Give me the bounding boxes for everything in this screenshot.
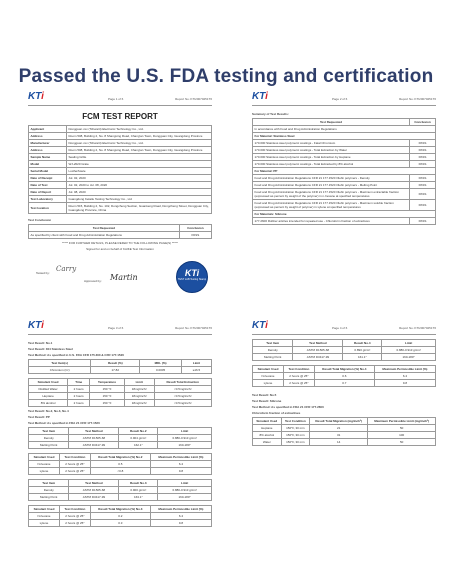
info-value: Jul. 08, 2020: [67, 189, 212, 196]
info-key: Serial Model: [29, 168, 67, 175]
info-value: Lucifer/lotele: [67, 168, 212, 175]
table-row: [253, 373, 436, 380]
table-row: [29, 487, 212, 494]
summary-section-title: For Materials: Silicone: [253, 211, 436, 218]
conclusion-title: Test Conclusion: [28, 218, 52, 222]
table-cell: N-hexane: [253, 373, 284, 380]
table-cell: 21: [310, 425, 368, 432]
result-line: Test Method: As specified in FDA 21 CFR 177.2600: [252, 405, 324, 409]
info-key: Test location: [29, 203, 67, 214]
table-cell: ASTM D3417-99: [293, 354, 343, 361]
table-header: Result Total Migration (%) No.3: [90, 506, 150, 513]
table-header: Simulant Used: [29, 379, 68, 386]
summary-intro: In accordance with Food and Drug Administration Regulations: [253, 126, 436, 133]
table-row: [253, 380, 436, 387]
table-header: Result (%): [91, 360, 140, 367]
table-header: Limit: [158, 480, 212, 487]
summary-test: 170.000 Stainless steel polymeric coatings - Total Extraction by Heptane: [253, 154, 410, 161]
table-header: Test Method: [69, 480, 119, 487]
table-cell: xylene: [29, 520, 60, 527]
table-header: Limit: [181, 360, 211, 367]
table-cell: ASTM D3417-99: [69, 494, 119, 501]
table-cell: 31: [310, 432, 368, 439]
approved-by-label: Approved by:: [84, 279, 102, 283]
tested-by-signature: Carry: [56, 265, 77, 273]
table-header: Test Item: [29, 480, 69, 487]
table-cell: 161.1°: [343, 354, 382, 361]
report-number: Report No.:KTI20070251T6: [399, 97, 436, 101]
table-cell: <0.5mg/inch²: [154, 386, 212, 393]
info-value: Jul. 02, 2020 to Jul. 08, 2020: [67, 182, 212, 189]
tested-by-label: Tested by:: [36, 271, 50, 275]
table-row: [253, 432, 436, 439]
info-key: Address: [29, 133, 67, 140]
table-cell: 100: [368, 432, 436, 439]
info-row: [29, 154, 212, 161]
table-cell: 2 hours @ 25°: [59, 468, 90, 475]
summary-row: [253, 218, 436, 225]
info-row: [29, 161, 212, 168]
kti-logo: KTi: [252, 91, 268, 102]
table-cell: <0.8: [90, 468, 150, 475]
table-cell: 150 °F: [90, 393, 125, 400]
summary-result: PASS: [410, 182, 436, 189]
table-cell: 2 hours @ 25°: [283, 380, 314, 387]
table-row: [29, 435, 212, 442]
table-cell: 9.8: [150, 520, 211, 527]
table-header: Result No.2: [119, 428, 158, 435]
page-header: [252, 320, 436, 335]
further-details-note: ***** FOR FURTHER DETAILS, PLEASE REFER TO THE FOLLOWING PAGE(S) *****: [62, 241, 178, 245]
summary-row: [253, 147, 436, 154]
table-cell: 0.880-0.913 g/cm³: [158, 487, 212, 494]
table-header: Temperature: [90, 379, 125, 386]
summary-result: PASS: [410, 218, 436, 225]
pp-migration-table-no3: [28, 505, 212, 527]
info-value: Dongguan xxx (Tchwarti) Electronic Technology Co., Ltd.: [67, 126, 212, 133]
report-page-1: [22, 91, 218, 315]
conclusion-table: [28, 224, 212, 239]
table-header: Test Condition: [281, 418, 310, 425]
table-row: [29, 520, 212, 527]
table-cell: Melting Point: [29, 442, 69, 449]
table-row: [29, 461, 212, 468]
info-row: [29, 133, 212, 140]
info-key: Test Laboratory: [29, 196, 67, 203]
summary-result: PASS: [410, 175, 436, 182]
table-row: [29, 386, 212, 393]
signed-note: Signed for and on behalf of KAIKE Test Information: [86, 247, 154, 251]
table-cell: 18mg/inch²: [124, 400, 154, 407]
info-row: [29, 182, 212, 189]
table-row: [29, 494, 212, 501]
table-cell: xylene: [29, 468, 60, 475]
table-cell: Chromium (Cr): [29, 367, 91, 374]
table-header: Test Condition: [283, 366, 314, 373]
report-info-table: [28, 125, 212, 214]
result-line: Test Method: As specified in U.S. FDA CFR 175.300 & CFR 177.1520: [28, 353, 124, 357]
result-line: Test Result: No.5: [252, 393, 277, 397]
table-header: Simulant Used: [253, 418, 282, 425]
summary-table: [252, 118, 436, 225]
summary-section-title: For Material: PP: [253, 168, 436, 175]
summary-result: PASS: [410, 147, 436, 154]
info-row: [29, 168, 212, 175]
result-line: Test Result: 304 Stainless Steel: [28, 347, 73, 351]
table-cell: Heptane: [29, 393, 68, 400]
table-cell: N-hexane: [29, 513, 60, 520]
conclusion-test: As specified by client with Food and Drug Administration Regulations: [29, 232, 180, 239]
info-row: [29, 140, 212, 147]
table-cell: 0.3: [90, 520, 150, 527]
table-cell: <0.5mg/inch²: [154, 393, 212, 400]
table-cell: 8% alcohol: [29, 400, 68, 407]
report-number: Report No.:KTI20070251T6: [399, 326, 436, 330]
table-cell: 6.4: [374, 373, 435, 380]
table-cell: 50: [368, 425, 436, 432]
page-header: [28, 320, 212, 335]
table-cell: 150 °F: [90, 386, 125, 393]
info-value: Room 508, Building 2, No. 8 Shangxing Road, Chang'an Town, Dongguan City, Guangdong Province: [67, 133, 212, 140]
info-value: Room 515, Building 2, No. 102, Dongcheng Section, Guankeng Road, Dongcheng Street, Dongguan City, Guangdong Province, China: [67, 203, 212, 214]
summary-section-title: For Material: Stainless Steel: [253, 133, 436, 140]
table-header: Limit: [382, 340, 436, 347]
page-header: [252, 91, 436, 106]
summary-test: Food and Drug Administration Regulations CFR 21 177.1520 Olefin polymers - Maximum extractable fraction (expressed as percent by weight of the polymer) in n-hexane at specified temperatures: [253, 189, 410, 200]
table-cell: 163.1°: [119, 494, 158, 501]
conclusion-result: PASS: [179, 232, 211, 239]
table-row: [253, 439, 436, 446]
summary-result: PASS: [410, 154, 436, 161]
result-line: Chloroform fraction of extractives: [252, 411, 301, 415]
conclusion-head-result: Conclusion: [179, 225, 211, 232]
table-header: Result Total Migration (mg/inch²): [310, 418, 368, 425]
table-header: Limit: [124, 379, 154, 386]
table-header: Maximum Permissible Limit (mg/inch²): [368, 418, 436, 425]
info-key: Sample Name: [29, 154, 67, 161]
summary-row: [253, 175, 436, 182]
summary-result: PASS: [410, 200, 436, 211]
table-row: [29, 393, 212, 400]
table-cell: Distilled Water: [29, 386, 68, 393]
pp-migration-table-no2: [28, 453, 212, 475]
table-cell: ASTM D1505-68: [69, 487, 119, 494]
kti-seal-stamp: KTi TEST LAB Testing Stamp: [176, 261, 208, 293]
table-cell: 150°F, 30 min: [281, 439, 310, 446]
summary-test: 177.2600 Rubber articles intended for repeated use - Chloroform fraction of extractives: [253, 218, 410, 225]
info-row: [29, 203, 212, 214]
table-cell: 162.1°: [119, 442, 158, 449]
summary-row: [253, 154, 436, 161]
table-cell: 2 hours @ 25°: [59, 513, 90, 520]
table-cell: 6.4: [150, 461, 211, 468]
table-header: Result Total Migration (%) No.2: [90, 454, 150, 461]
table-row: [29, 367, 212, 374]
page-number: Page 3 of 6: [108, 326, 124, 330]
info-value: Guangdong Kelatiu Testing Technology Co., Ltd: [67, 196, 212, 203]
pp-property-table-no2: [28, 427, 212, 449]
table-header: Maximum Permissible Limit (%): [150, 506, 211, 513]
conclusion-head-test: Test Requested: [29, 225, 180, 232]
table-row: [253, 347, 436, 354]
table-header: Result No.3: [119, 480, 158, 487]
table-cell: 18mg/inch²: [124, 393, 154, 400]
table-cell: Melting Point: [253, 354, 293, 361]
table-cell: 0.5: [90, 461, 150, 468]
table-row: [29, 442, 212, 449]
summary-test: Food and Drug Administration Regulations CFR 21 177.1520 Olefin polymers - Density: [253, 175, 410, 182]
table-cell: 160-180°: [158, 494, 212, 501]
result-line: Test Result: PP: [28, 415, 50, 419]
info-key: Model: [29, 161, 67, 168]
info-key: Date of Test: [29, 182, 67, 189]
table-cell: 0.7: [314, 380, 374, 387]
table-header: Test Item: [29, 428, 69, 435]
approved-by-signature: Martin: [110, 273, 138, 282]
result-line: Test Result: No.2, No.3, No.4: [28, 409, 69, 413]
table-cell: Density: [29, 487, 69, 494]
table-cell: 50: [368, 439, 436, 446]
result-line: Test Method: As specified in FDA 21 CFR 177.1520: [28, 421, 100, 425]
summary-test: Food and Drug Administration Regulations CFR 21 177.1520 Olefin polymers - Maximum soluble fraction (expressed as percent by weight of polymer) in xylene at specified temperatures: [253, 200, 410, 211]
table-header: Result Total Migration (%) No.4: [314, 366, 374, 373]
table-header: Simulant Used: [253, 366, 284, 373]
summary-result: PASS: [410, 140, 436, 147]
summary-test: Food and Drug Administration Regulations CFR 21 177.1520 Olefin polymers - Melting Point: [253, 182, 410, 189]
table-cell: Density: [253, 347, 293, 354]
summary-title: Summary of Test Results:: [252, 112, 289, 116]
table-header: Simulant Used: [29, 506, 60, 513]
table-header: Test Condition: [59, 454, 90, 461]
table-cell: 0.904 g/cm³: [119, 435, 158, 442]
table-cell: 0.880-0.913 g/cm³: [382, 347, 436, 354]
table-header: Test Condition: [59, 506, 90, 513]
table-cell: 2 hours: [68, 386, 90, 393]
table-cell: ASTM D3417-99: [69, 442, 119, 449]
table-cell: 0.0005: [140, 367, 182, 374]
table-cell: 0.2: [90, 513, 150, 520]
table-header: Maximum Permissible Limit (%): [374, 366, 435, 373]
table-header: Test Item(s): [29, 360, 91, 367]
result-line: Test Result: No.1: [28, 341, 53, 345]
summary-head-result: Conclusion: [410, 119, 436, 126]
kti-logo: KTi: [252, 320, 268, 331]
info-key: Applicant: [29, 126, 67, 133]
pp-property-table-no3: [28, 479, 212, 501]
table-row: [253, 425, 436, 432]
table-cell: 6.4: [150, 513, 211, 520]
table-cell: 0.880-0.913 g/cm³: [158, 435, 212, 442]
table-header: Limit: [158, 428, 212, 435]
table-row: [29, 400, 212, 407]
signature-block: [28, 255, 212, 295]
table-header: Result No.4: [343, 340, 382, 347]
info-value: Sealing Grille: [67, 154, 212, 161]
table-cell: Heptane: [253, 425, 282, 432]
table-cell: 150°F, 30 min: [281, 425, 310, 432]
table-row: [253, 354, 436, 361]
table-cell: Water: [253, 439, 282, 446]
page-number: Page 2 of 6: [332, 97, 348, 101]
page-number: Page 4 of 6: [332, 326, 348, 330]
info-value: Room 508, Building 2, No. 8 Shangxing Road, Chang'an Town, Dongguan City, Guangdong Province: [67, 147, 212, 154]
kti-logo: KTi: [28, 91, 44, 102]
table-row: [29, 468, 212, 475]
summary-test: 170.000 Stainless steel polymeric coatings - Total Extracted by 8% alcohol: [253, 161, 410, 168]
table-cell: 8% alcohol: [253, 432, 282, 439]
info-value: Dongguan xxx (Tchwarti) Electronic Technology Co., Ltd.: [67, 140, 212, 147]
table-cell: Density: [29, 435, 69, 442]
table-cell: <0.5mg/inch²: [154, 400, 212, 407]
summary-row: [253, 140, 436, 147]
summary-row: [253, 161, 436, 168]
table-cell: 160-180°: [382, 354, 436, 361]
kti-logo: KTi: [28, 320, 44, 331]
table-cell: xylene: [253, 380, 284, 387]
table-cell: 160-180°: [158, 442, 212, 449]
summary-result: PASS: [410, 161, 436, 168]
table-header: Result Total Extraction: [154, 379, 212, 386]
report-title: FCM TEST REPORT: [82, 112, 158, 121]
report-number: Report No.:KTI20070251T6: [175, 97, 212, 101]
info-key: Manufacturer: [29, 140, 67, 147]
summary-test: 170.000 Stainless steel polymeric coatings - Fatal Chromium: [253, 140, 410, 147]
report-number: Report No.:KTI20070251T6: [175, 326, 212, 330]
table-cell: 17.82: [91, 367, 140, 374]
table-cell: 0.890 g/cm³: [343, 347, 382, 354]
table-cell: 2 hours @ 25°: [59, 520, 90, 527]
pp-migration-table-no4: [252, 365, 436, 387]
table-cell: 150 °F: [90, 400, 125, 407]
table-header: Simulant Used: [29, 454, 60, 461]
result-line: Test Result: Silicone: [252, 399, 282, 403]
table-header: Time: [68, 379, 90, 386]
report-page-3: [22, 320, 218, 544]
table-cell: Melting Point: [29, 494, 69, 501]
info-key: Date of Receipt: [29, 175, 67, 182]
summary-row: [253, 189, 436, 200]
table-cell: 0.900 g/cm³: [119, 487, 158, 494]
table-header: MDL (%): [140, 360, 182, 367]
report-page-2: [246, 91, 442, 315]
info-key: Date of Report: [29, 189, 67, 196]
table-cell: 0.6: [314, 373, 374, 380]
table-header: Test Method: [293, 340, 343, 347]
info-row: [29, 196, 212, 203]
pp-property-table-no4: [252, 339, 436, 361]
table-header: Maximum Permissible Limit (%): [150, 454, 211, 461]
table-header: Test Item: [253, 340, 293, 347]
table-cell: ASTM D1505-68: [293, 347, 343, 354]
summary-row: [253, 200, 436, 211]
table-cell: 2 hours @ 25°: [283, 373, 314, 380]
info-value: WJ-2020 Grate: [67, 161, 212, 168]
table-cell: 2 hours: [68, 400, 90, 407]
silicone-table: [252, 417, 436, 446]
summary-test: 170.000 Stainless steel polymeric coatings - Total Extraction by Water: [253, 147, 410, 154]
page-header: [28, 91, 212, 106]
report-page-4: [246, 320, 442, 544]
chromium-table: [28, 359, 212, 374]
table-cell: 150°F, 30 min: [281, 432, 310, 439]
info-row: [29, 189, 212, 196]
table-header: Test Method: [69, 428, 119, 435]
table-cell: ≤16.5: [181, 367, 211, 374]
info-key: Address: [29, 147, 67, 154]
info-row: [29, 175, 212, 182]
table-row: [29, 513, 212, 520]
table-cell: 2 hours @ 25°: [59, 461, 90, 468]
info-value: Jul. 02, 2020: [67, 175, 212, 182]
table-cell: 9.8: [374, 380, 435, 387]
summary-result: PASS: [410, 189, 436, 200]
summary-row: [253, 182, 436, 189]
extraction-table: [28, 378, 212, 407]
table-cell: 2 hours: [68, 393, 90, 400]
table-cell: 14: [310, 439, 368, 446]
page-headline: Passed the U.S. FDA testing and certification: [18, 66, 434, 87]
table-cell: N-hexane: [29, 461, 60, 468]
table-cell: 9.8: [150, 468, 211, 475]
info-row: [29, 126, 212, 133]
summary-head-test: Test Requested: [253, 119, 410, 126]
page-number: Page 1 of 6: [108, 97, 124, 101]
table-cell: ASTM D1505-68: [69, 435, 119, 442]
table-cell: 18mg/inch²: [124, 386, 154, 393]
info-row: [29, 147, 212, 154]
